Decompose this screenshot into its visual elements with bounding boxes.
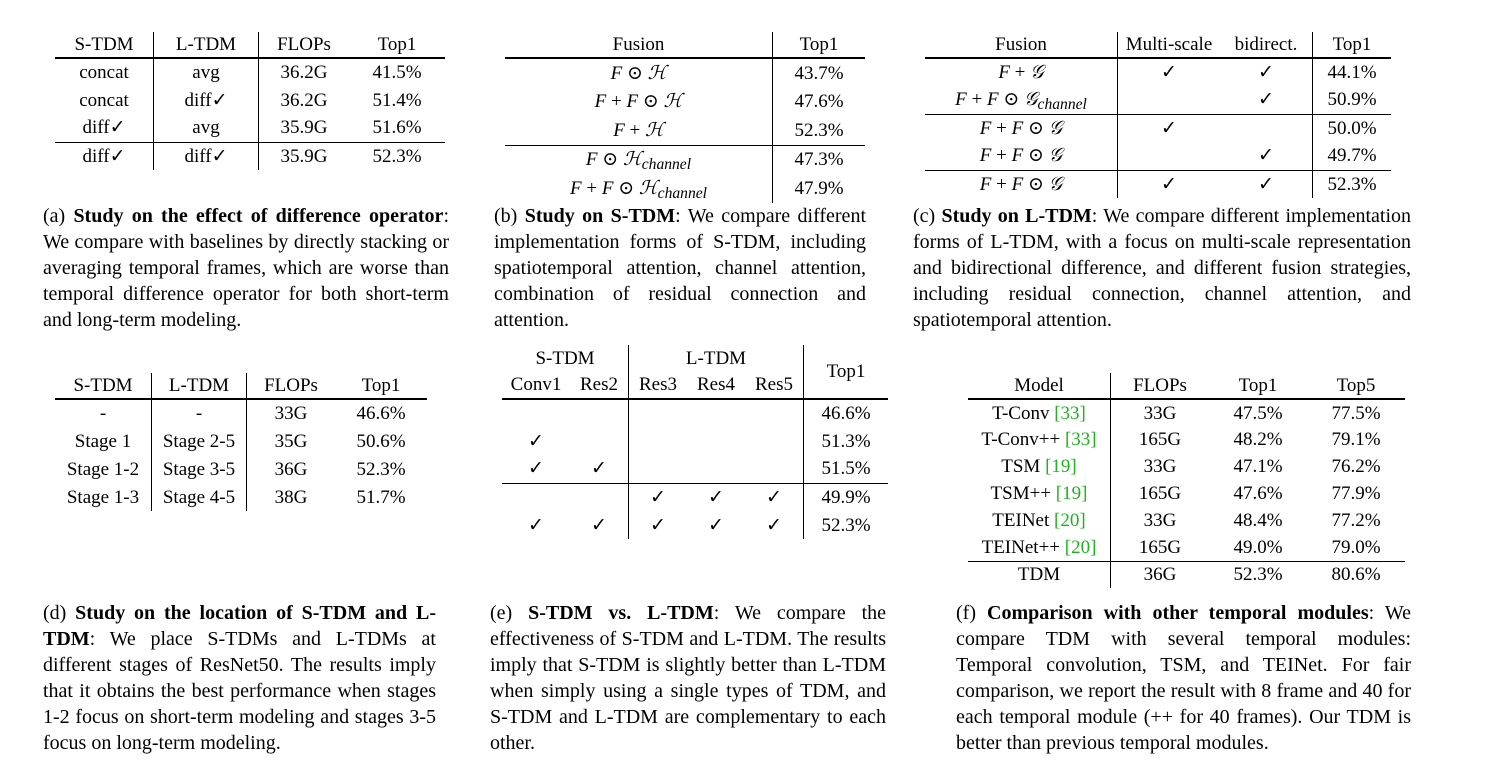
table-row [505,174,865,203]
group-header-s: S-TDM [502,345,629,371]
cell: 165G [1138,429,1182,450]
cell: 33G [1143,510,1177,531]
cell: concat [79,89,129,111]
fusion-cell: F + F ⊙ 𝒢 [925,142,1118,170]
citation-link[interactable]: [33] [1064,429,1097,450]
cell: 79.0% [1307,534,1405,561]
table-b-grid [505,32,865,203]
caption-title: Study on L-TDM [941,205,1092,227]
cell: Stage 3-5 [152,455,247,483]
table-row [968,453,1405,480]
cell: diff✓ [55,114,154,142]
cell: 47.3% [794,149,844,171]
table-row [55,58,445,86]
fusion-cell: F + 𝒢 [925,58,1118,86]
cell: 36.2G [259,86,350,114]
caption-label: (d) [43,602,67,624]
citation-link[interactable]: [33] [1054,402,1086,424]
caption-label: (b) [494,205,518,227]
header-cell: Top1 [335,373,427,399]
cell: ✓ [650,514,666,536]
caption-text: : We compare TDM with several temporal modules: Temporal convolution, TSM, and TEINet. For fair comparison, we report the result with 8 frame and 40 for each temporal module (++ for 40 frames). Our TDM is better than previous temporal modules. [956,602,1411,754]
header-cell: FLOPs [259,32,350,58]
cell: 43.7% [794,62,844,84]
cell: Stage 1-2 [55,455,152,483]
table-c-grid [925,32,1391,198]
table-f-grid [968,373,1405,588]
header-cell: Res2 [570,371,629,399]
fusion-cell: F + F ⊙ ℋ [505,87,773,116]
table-a [55,32,445,170]
caption-text: : We compare different implementation forms of S-TDM, including spatiotemporal attention, channel attention, combination of residual connection and attention. [494,205,866,331]
caption-a [43,203,449,333]
caption-b [494,203,866,333]
header-cell: S-TDM [55,373,152,399]
cell: 77.5% [1331,402,1381,424]
cell: 47.5% [1233,402,1283,424]
caption-title: Study on S-TDM [524,205,676,227]
cell: 44.1% [1327,62,1377,83]
fusion-cell: F ⊙ ℋ$_{channel}$ [505,145,773,174]
cell: 52.3% [821,514,871,536]
table-row [55,142,445,170]
table-row [968,426,1405,453]
cell: Stage 1-3 [55,483,152,511]
cell: avg [154,58,259,86]
cell: 49.7% [1313,142,1392,170]
model-name: TSM++ [990,483,1052,504]
cell: 35G [274,430,308,452]
table-e-grid [502,345,888,539]
cell: ✓ [1220,86,1313,114]
citation-link[interactable]: [19] [1055,483,1088,504]
cell [1118,86,1221,114]
cell: 47.1% [1233,456,1283,477]
cell: 50.0% [1327,117,1377,139]
cell: 77.2% [1331,510,1381,531]
cell: 51.7% [356,486,406,508]
caption-c [913,203,1411,333]
cell: 48.2% [1233,429,1283,450]
cell [570,399,629,427]
table-c [925,32,1391,198]
header-cell: Res5 [745,371,804,399]
caption-text: : We compare different implementation forms of L-TDM, with a focus on multi-scale representation and bidirectional difference, and different fusion strategies, including residual connection, channel attention, and spatiotemporal attention. [913,205,1412,331]
cell: ✓ [528,430,544,452]
header-cell: Multi-scale [1118,32,1221,58]
cell [745,427,804,455]
cell: ✓ [1220,142,1313,170]
header-cell: L-TDM [154,32,259,58]
cell: 49.9% [821,486,871,508]
caption-text: : We place S-TDMs and L-TDMs at different stages of ResNet50. The results imply that it obtains the best performance when stages 1-2 focus on short-term modeling and stages 3-5 focus on long-term modeling. [43,628,436,754]
table-row [502,483,888,511]
fusion-cell: F + F ⊙ ℋ$_{channel}$ [505,174,773,203]
header-cell: Fusion [925,32,1118,58]
header-cell: Conv1 [502,371,570,399]
cell: 52.3% [356,458,406,480]
table-row [502,455,888,483]
citation-link[interactable]: [19] [1045,456,1077,477]
cell: ✓ [745,511,804,539]
cell [745,399,804,427]
cell [502,483,570,511]
table-row [968,507,1405,534]
model-cell [968,426,1111,453]
cell [687,455,745,483]
header-cell: Top1 [804,345,889,399]
cell: ✓ [502,455,570,483]
caption-label: (f) [956,602,976,624]
table-row [925,170,1391,198]
cell: ✓ [528,514,544,536]
model-name: T-Conv++ [981,429,1061,450]
table-d [55,373,427,511]
caption-f [956,600,1411,756]
cell: - [152,399,247,427]
cell: 52.3% [372,145,422,167]
table-row [505,145,865,174]
header-cell: Top1 [773,32,866,58]
cell [629,399,688,427]
header-cell: Fusion [505,32,773,58]
model-name: TSM [1001,456,1041,477]
table-e [502,345,888,539]
caption-title: Comparison with other temporal modules [987,602,1369,624]
cell: Stage 2-5 [152,427,247,455]
table-row [968,399,1405,426]
table-row [505,116,865,145]
model-cell [968,561,1111,588]
fusion-cell: F + F ⊙ 𝒢 [925,170,1118,198]
cell: ✓ [570,455,629,483]
cell [570,427,629,455]
table-row [505,58,865,87]
caption-label: (c) [913,205,936,227]
cell: ✓ [1220,58,1313,86]
cell [687,427,745,455]
model-name: TDM [1017,564,1061,586]
header-cell: Top1 [349,32,445,58]
cell: 80.6% [1331,564,1381,586]
header-cell: S-TDM [55,32,154,58]
cell: 49.0% [1209,534,1307,561]
cell: avg [154,114,259,142]
caption-title: Study on the location of S-TDM and L-TDM [43,602,436,650]
caption-text: : We compare with baselines by directly stacking or averaging temporal frames, which are worse than temporal difference operator for both short-term and long-term modeling. [43,205,449,331]
cell: ✓ [708,486,724,508]
model-cell [968,453,1111,480]
table-row [502,399,888,427]
cell: 33G [274,403,308,424]
cell: ✓ [1220,170,1313,198]
citation-link[interactable]: [20] [1054,510,1086,531]
caption-title: S-TDM vs. L-TDM [528,602,714,624]
cell [1118,142,1221,170]
cell: diff✓ [154,86,259,114]
header-cell: bidirect. [1220,32,1313,58]
table-row [968,534,1405,561]
caption-label: (a) [43,205,66,227]
header-cell: Res4 [687,371,745,399]
cell: ✓ [745,483,804,511]
cell: 35.9G [259,114,350,142]
header-cell: Top1 [1313,32,1392,58]
caption-d [43,600,436,756]
cell: ✓ [1161,62,1177,83]
cell: 50.6% [356,430,406,452]
table-row [925,58,1391,86]
fusion-cell: F ⊙ ℋ [505,58,773,87]
cell [629,455,688,483]
cell: ✓ [1161,173,1177,195]
caption-title: Study on the effect of difference operator [73,205,444,227]
header-cell: L-TDM [152,373,247,399]
caption-e [490,600,886,756]
cell: 52.3% [1233,564,1283,586]
group-header-l: L-TDM [629,345,804,371]
cell: 36.2G [259,58,350,86]
cell: 36G [1143,564,1177,586]
table-row [968,561,1405,588]
cell: 51.6% [349,114,445,142]
cell [1220,114,1313,142]
fusion-cell: F + F ⊙ 𝒢$_{channel}$ [925,86,1118,114]
cell [687,399,745,427]
cell: 165G [1138,483,1182,504]
cell: 36G [274,458,308,480]
header-cell: FLOPs [247,373,336,399]
table-row [925,114,1391,142]
table-row [55,86,445,114]
cell: 52.3% [773,116,866,145]
citation-link[interactable]: [20] [1064,536,1097,558]
table-row [55,399,427,427]
fusion-cell: F + ℋ [505,116,773,145]
cell: 165G [1111,534,1210,561]
caption-label: (e) [490,602,513,624]
table-a-grid [55,32,445,170]
table-b [505,32,865,203]
cell: 47.9% [794,178,844,199]
cell: ✓ [708,514,724,536]
cell: 48.4% [1233,510,1283,531]
table-row [502,511,888,539]
cell: - [55,399,152,427]
cell: 77.9% [1331,483,1381,504]
model-cell [968,399,1111,426]
cell: 35.9G [259,142,350,170]
model-name: TEINet [992,510,1050,531]
model-cell [968,480,1111,507]
cell: 41.5% [372,62,422,83]
cell: concat [79,62,129,83]
cell: 51.4% [372,89,422,111]
cell: 47.6% [1233,483,1283,504]
cell [502,399,570,427]
cell [570,483,629,511]
header-cell: Top1 [1209,373,1307,399]
header-cell: Res3 [629,371,688,399]
cell: 38G [274,486,308,508]
fusion-cell: F + F ⊙ 𝒢 [925,114,1118,142]
cell: 79.1% [1331,429,1381,450]
cell: 52.3% [1327,173,1377,195]
cell: Stage 1 [55,427,152,455]
cell: 51.3% [821,430,871,452]
header-cell: FLOPs [1111,373,1210,399]
table-row [55,455,427,483]
cell: ✓ [650,486,666,508]
cell: 46.6% [821,403,871,424]
cell: 47.6% [794,91,844,112]
table-row [55,427,427,455]
cell: 33G [1143,402,1177,424]
table-f [968,373,1405,588]
cell: ✓ [570,511,629,539]
cell: Stage 4-5 [152,483,247,511]
cell: 76.2% [1331,456,1381,477]
cell: 46.6% [356,403,406,424]
table-row [55,483,427,511]
cell [745,455,804,483]
table-row [55,114,445,142]
table-row [968,480,1405,507]
caption-text: : We compare the effectiveness of S-TDM and L-TDM. The results imply that S-TDM is slightly better than L-TDM when simply using a single types of TDM, and S-TDM and L-TDM are complementary to each other. [490,602,887,754]
cell [629,427,688,455]
cell: diff✓ [154,142,259,170]
model-cell [968,507,1111,534]
table-row [925,142,1391,170]
table-d-grid [55,373,427,511]
cell: 51.5% [804,455,889,483]
model-name: TEINet++ [981,536,1060,558]
table-row [925,86,1391,114]
cell: diff✓ [82,145,126,167]
cell: ✓ [1161,117,1177,139]
table-row [505,87,865,116]
cell: 33G [1143,456,1177,477]
model-cell [968,534,1111,561]
table-row [502,427,888,455]
header-cell: Top5 [1307,373,1405,399]
cell: 50.9% [1313,86,1392,114]
model-name: T-Conv [992,402,1050,424]
header-cell: Model [968,373,1111,399]
